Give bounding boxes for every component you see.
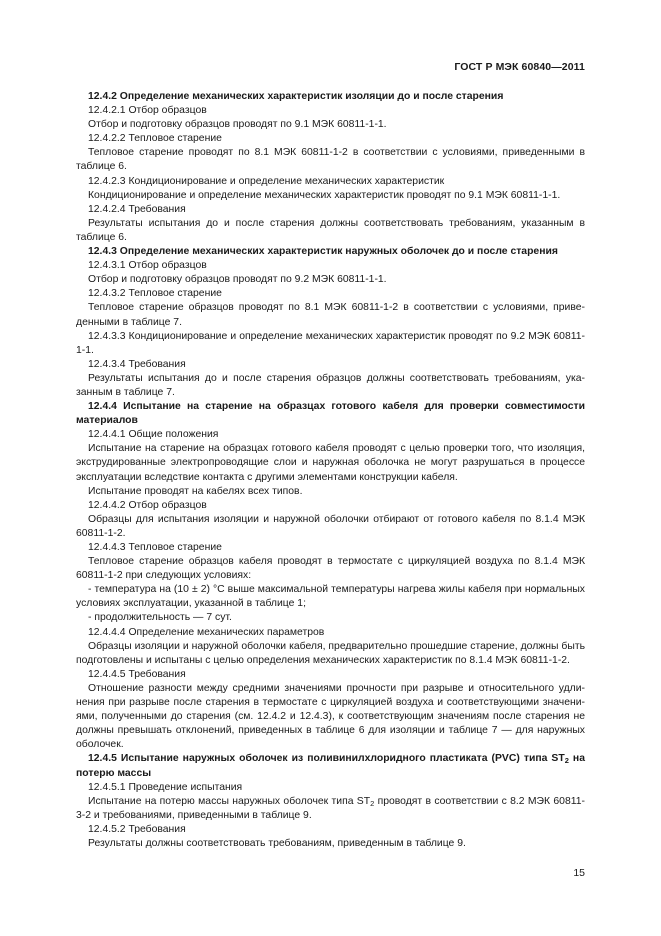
section-heading: 12.4.5 Испытание наружных оболочек из поливинилхлоридного пластиката (PVC) типа $ST_2$ на потерю массы <box>76 753 585 779</box>
section-heading: 12.4.2 Определение механических характеристик изоляции до и после старения <box>88 91 504 102</box>
subsection-title: 12.4.2.4 Требования <box>88 203 186 215</box>
paragraph: Испытание проводят на кабелях всех типов. <box>88 485 303 497</box>
subsection-title: 12.4.3.1 Отбор образцов <box>88 260 207 272</box>
page-number: 15 <box>573 867 585 879</box>
subsection-title: 12.4.4.1 Общие положения <box>88 429 219 441</box>
document-header: ГОСТ Р МЭК 60840—2011 <box>454 61 585 73</box>
paragraph: Результаты должны соответствовать требованиям, приведенным в таблице 9. <box>88 837 466 849</box>
subsection-title: 12.4.4.5 Требования <box>88 668 186 680</box>
subsection-title: 12.4.5.2 Требования <box>88 823 186 835</box>
subsection-title: 12.4.4.2 Отбор образцов <box>88 499 207 511</box>
paragraph: Отбор и подготовку образцов проводят по 9.2 МЭК 60811-1-1. <box>88 274 387 286</box>
list-item: - температура на (10 ± 2) °С выше максимальной температуры нагрева жилы кабеля при нормальных условиях эксплуатации, указанной в таблице 1; <box>76 584 585 610</box>
subsection-title: 12.4.2.2 Тепловое старение <box>88 133 222 145</box>
paragraph: Кондиционирование и определение механических характеристик проводят по 9.1 МЭК 60811-1-1. <box>88 189 561 201</box>
paragraph: Тепловое старение образцов кабеля проводят в термостате с циркуляцией воздуха по 8.1.4 МЭК 60811-1-2 при следующих условиях: <box>76 556 585 582</box>
section-heading: 12.4.3 Определение механических характеристик наружных оболочек до и после старения <box>88 246 558 258</box>
paragraph: Результаты испытания до и после старения должны соответствовать требованиям, указанным в таблице 6. <box>76 217 585 243</box>
list-item: - продолжительность — 7 сут. <box>88 612 232 624</box>
paragraph: Тепловое старение проводят по 8.1 МЭК 60811-1-2 в соответствии с условиями, приведенными в таблице 6. <box>76 147 585 173</box>
subsection-title: 12.4.4.4 Определение механических параметров <box>88 626 325 638</box>
paragraph: 12.4.3.3 Кондиционирование и определение механических характеристик проводят по 9.2 МЭК 60811-1-1. <box>76 330 585 356</box>
paragraph: Отбор и подготовку образцов проводят по 9.1 МЭК 60811-1-1. <box>88 119 387 131</box>
subsection-title: 12.4.3.4 Требования <box>88 358 186 370</box>
paragraph: Образцы для испытания изоляции и наружной оболочки отбирают от готового кабеля по 8.1.4 МЭК 60811-1-2. <box>76 513 585 539</box>
subsection-title: 12.4.4.3 Тепловое старение <box>88 542 222 553</box>
paragraph: Испытание на старение на образцах готового кабеля проводят с целью проверки того, что изоляция, экструдированные электропроводящие слои и наружная оболочка не могут разрушаться в процессе эксплуатации вследствие контакта с другими элементами конструкции кабеля. <box>76 443 585 483</box>
document-body <box>76 90 585 851</box>
paragraph: Образцы изоляции и наружной оболочки кабеля, предварительно прошедшие старение, должны быть подготовлены и испытаны с целью определения механических характеристик по 8.1.4 МЭК 60811-1-2. <box>76 640 585 666</box>
paragraph: Тепловое старение образцов проводят по 8.1 МЭК 60811-1-2 в соответствии с условиями, приведенными в таблице 7. <box>76 302 585 328</box>
subsection-title: 12.4.2.3 Кондиционирование и определение механических характеристик <box>88 175 445 187</box>
subscript: 2 <box>564 756 569 766</box>
subsection-title: 12.4.2.1 Отбор образцов <box>88 105 207 117</box>
subsection-title: 12.4.3.2 Тепловое старение <box>88 288 222 300</box>
subscript: 2 <box>370 798 375 808</box>
section-heading: 12.4.4 Испытание на старение на образцах готового кабеля для проверки совместимости материалов <box>76 401 585 427</box>
paragraph: Отношение разности между средними значениями прочности при разрыве и относительного удлинения при разрыве после старения в термостате с циркуляцией воздуха и соответствующими значениями, полученными до старения (см. 12.4.2 и 12.4.3), к соответствующим значениям после старения не должны превышать отклонений, приведенных в таблице 6 для изоляции и таблице 7 — для наружных оболочек. <box>76 682 585 751</box>
paragraph: Испытание на потерю массы наружных оболочек типа $ST_2$ проводят в соответствии с 8.2 МЭК 60811-3-2 и требованиями, приведенными в таблице 9. <box>76 795 585 821</box>
paragraph: Результаты испытания до и после старения образцов должны соответствовать требованиям, указанным в таблице 7. <box>76 372 585 398</box>
subsection-title: 12.4.5.1 Проведение испытания <box>88 781 243 793</box>
